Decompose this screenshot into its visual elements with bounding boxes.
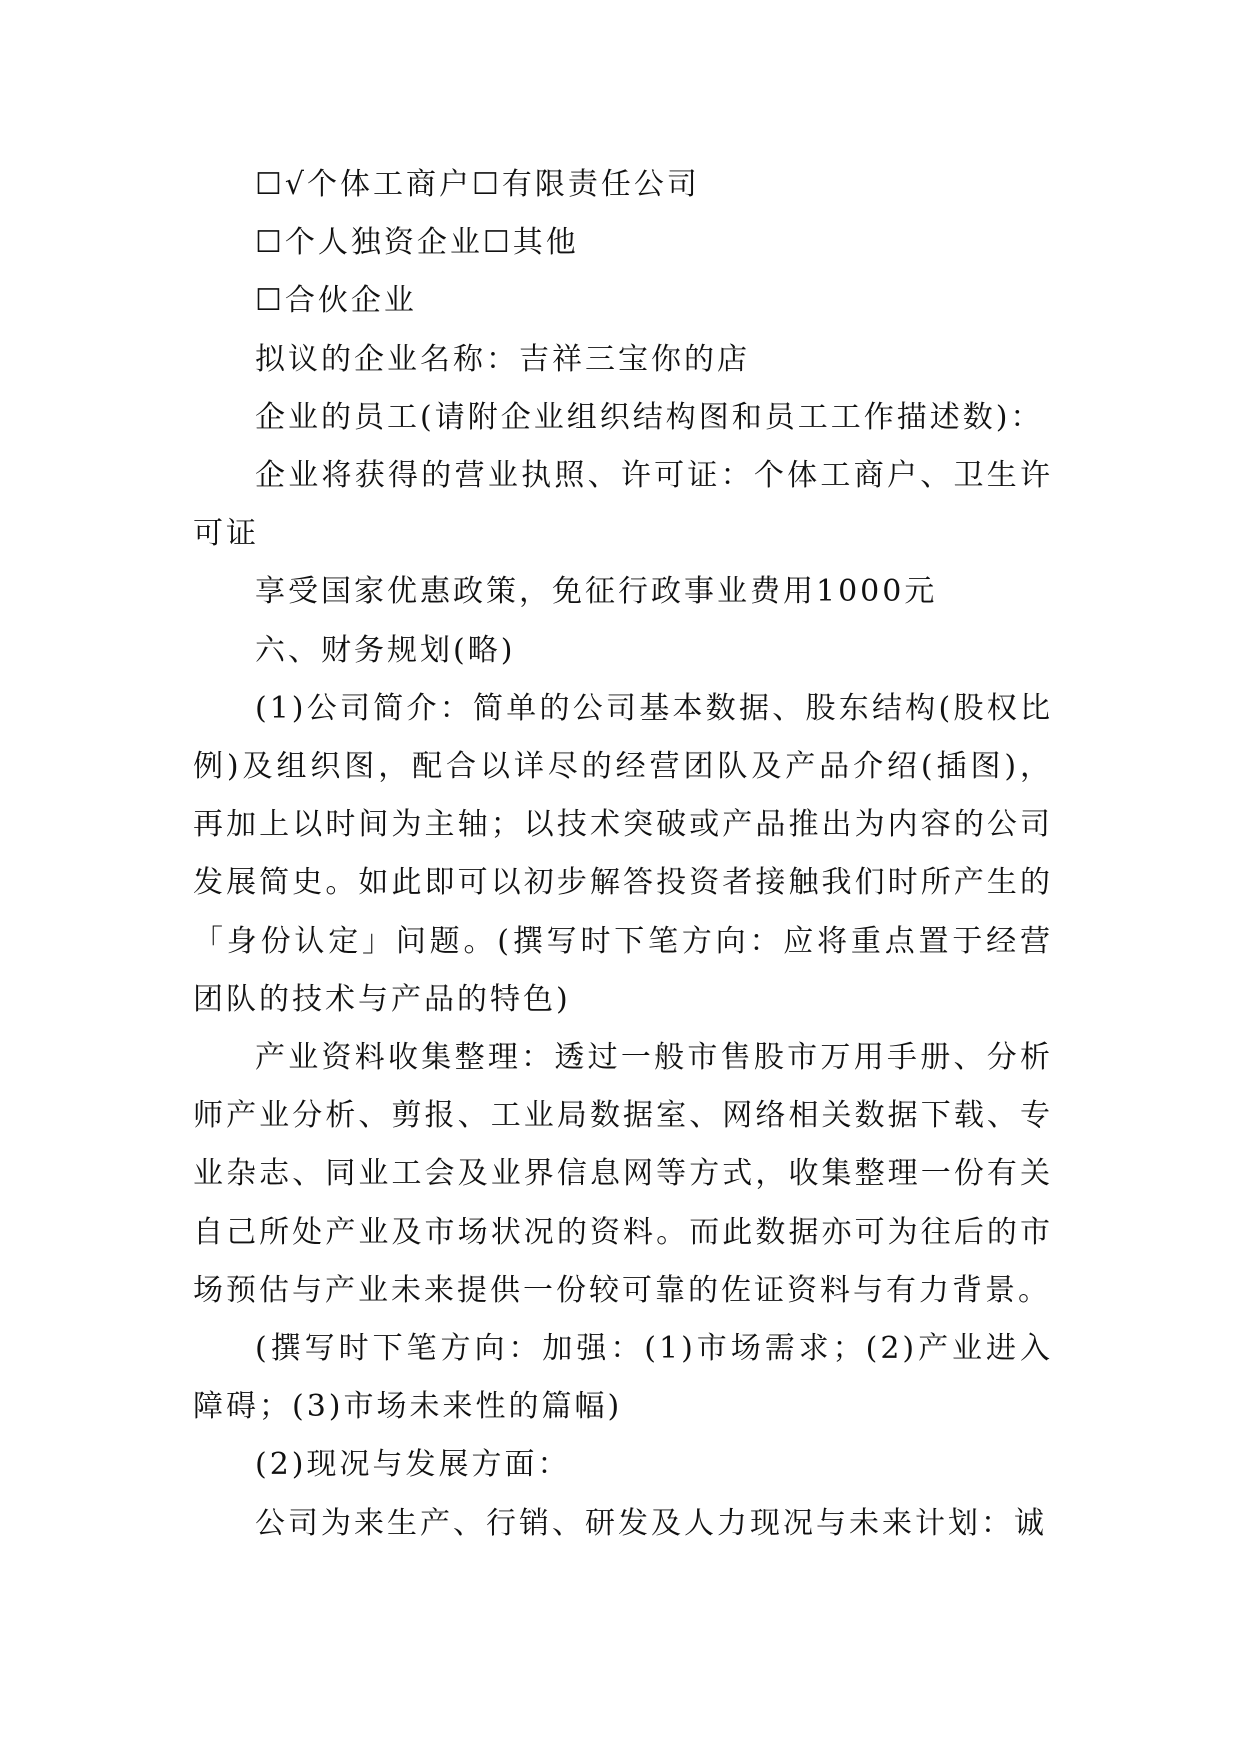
section-heading-finance: 六、财务规划(略)	[255, 632, 516, 668]
business-name-line: 拟议的企业名称：吉祥三宝你的店	[255, 341, 750, 377]
status-development-heading: (2)现况与发展方面：	[255, 1447, 571, 1483]
checkbox-line-2: ☐个人独资企业☐其他	[255, 225, 579, 261]
document-body	[193, 156, 1053, 1553]
industry-data-paragraph: 产业资料收集整理：透过一般市售股市万用手册、分析师产业分析、剪报、工业局数据室、网络相关数据下载、专业杂志、同业工会及业界信息网等方式，收集整理一份有关自己所处产业及市场状况的资料。而此数据亦可为往后的市场预估与产业未来提供一份较可靠的佐证资料与有力背景。	[193, 1040, 1053, 1308]
checkbox-line-3: ☐合伙企业	[255, 283, 417, 319]
writing-direction-paragraph: (撰写时下笔方向：加强：(1)市场需求；(2)产业进入障碍；(3)市场未来性的篇幅)	[193, 1331, 1053, 1425]
policy-line: 享受国家优惠政策，免征行政事业费用1000元	[255, 574, 938, 610]
company-intro-paragraph: (1)公司简介：简单的公司基本数据、股东结构(股权比例)及组织图，配合以详尽的经营团队及产品介绍(插图)，再加上以时间为主轴；以技术突破或产品推出为内容的公司发展简史。如此即可以初步解答投资者接触我们时所产生的「身份认定」问题。(撰写时下笔方向：应将重点置于经营团队的技术与产品的特色)	[193, 690, 1053, 1017]
company-plan-paragraph: 公司为来生产、行销、研发及人力现况与未来计划：诚	[255, 1505, 1047, 1541]
license-paragraph: 企业将获得的营业执照、许可证：个体工商户、卫生许可证	[193, 458, 1053, 552]
checkbox-line-1: ☐√个体工商户☐有限责任公司	[255, 167, 700, 202]
staff-line: 企业的员工(请附企业组织结构图和员工工作描述数)：	[255, 399, 1044, 435]
